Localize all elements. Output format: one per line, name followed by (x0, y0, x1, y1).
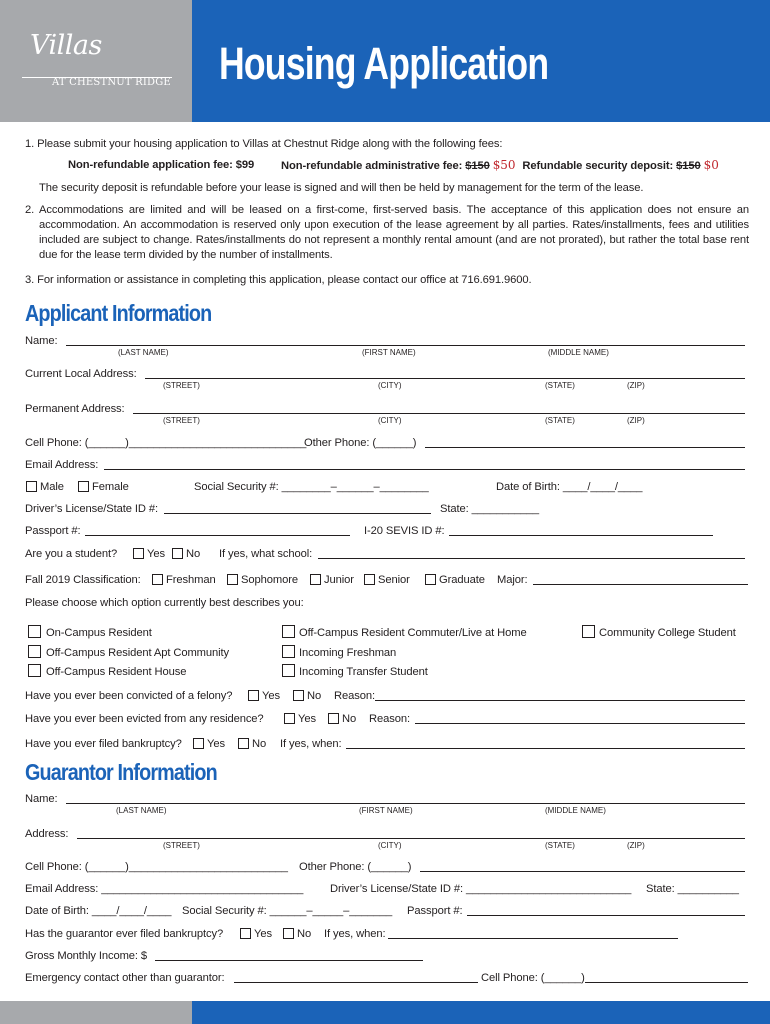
describe-label: Please choose which option currently best describes you: (25, 597, 304, 609)
major-field[interactable] (533, 584, 748, 585)
bankruptcy-yes-label: Yes (207, 738, 225, 750)
instruction-1-note: The security deposit is refundable before your lease is signed and will then be held by management for the term of the lease. (39, 182, 644, 194)
fee-admin-new: $50 (492, 158, 516, 172)
guarantor-dob[interactable]: Date of Birth: ____/____/____ (25, 905, 172, 917)
header-band (192, 0, 770, 122)
permanent-zip-caption: (ZIP) (627, 416, 645, 425)
evicted-reason-label: Reason: (369, 713, 410, 725)
applicant-cell-phone[interactable]: Cell Phone: (______)_____________________________ (25, 437, 307, 449)
applicant-passport-label: Passport #: (25, 525, 81, 537)
student-no-checkbox[interactable] (172, 548, 183, 559)
evicted-label: Have you ever been evicted from any residence? (25, 713, 264, 725)
felony-reason-label: Reason: (334, 690, 375, 702)
off-campus-house-label: Off-Campus Resident House (46, 666, 187, 678)
senior-checkbox[interactable] (364, 574, 375, 585)
logo-sub: AT CHESTNUT RIDGE (52, 77, 171, 88)
instruction-1: 1. Please submit your housing application to Villas at Chestnut Ridge along with the following fees: (25, 138, 503, 150)
applicant-email-label: Email Address: (25, 459, 99, 471)
community-college-checkbox[interactable] (582, 625, 595, 638)
applicant-name-field[interactable] (66, 345, 745, 346)
on-campus-label: On-Campus Resident (46, 627, 152, 639)
bankruptcy-no-checkbox[interactable] (238, 738, 249, 749)
junior-checkbox[interactable] (310, 574, 321, 585)
classification-label: Fall 2019 Classification: (25, 574, 141, 586)
guarantor-passport-field[interactable] (467, 915, 745, 916)
felony-yes-label: Yes (262, 690, 280, 702)
fee-admin-old: $150 (465, 160, 490, 172)
local-city-caption: (CITY) (378, 381, 402, 390)
freshman-label: Freshman (166, 574, 216, 586)
guarantor-other-phone-label: Other Phone: (______) (299, 861, 412, 873)
on-campus-checkbox[interactable] (28, 625, 41, 638)
guarantor-bankruptcy-when-field[interactable] (388, 938, 678, 939)
guarantor-other-phone-field[interactable] (420, 871, 745, 872)
off-campus-apt-label: Off-Campus Resident Apt Community (46, 647, 230, 659)
sophomore-checkbox[interactable] (227, 574, 238, 585)
felony-reason-field[interactable] (375, 700, 745, 701)
instruction-2: Accommodations are limited and will be leased on a first-come, first-served basis. The acceptance of this application does not ensure an accommodation. An accommodation is reserved only upon execution of the lease agreement by all parties. Rates/installments, fees and utilities included are subject to change. Rates/installments do not represent a monthly rental amount (and are not prorated), but rather the total base rent due for the lease term divided by the number of installments. (39, 204, 749, 261)
guarantor-zip-caption: (ZIP) (627, 841, 645, 850)
guarantor-name-label: Name: (25, 793, 58, 805)
applicant-ssn[interactable]: Social Security #: ________–______–________ (194, 481, 429, 493)
applicant-passport-field[interactable] (85, 535, 350, 536)
emergency-contact-label: Emergency contact other than guarantor: (25, 972, 225, 984)
community-college-label: Community College Student (599, 627, 736, 639)
permanent-state-caption: (STATE) (545, 416, 575, 425)
guarantor-income-field[interactable] (155, 960, 423, 961)
footer-blue-band (192, 1001, 770, 1024)
bankruptcy-when-field[interactable] (346, 748, 745, 749)
instruction-2-number: 2. (25, 204, 35, 216)
footer-gray-band (0, 1001, 192, 1024)
guarantor-name-field[interactable] (66, 803, 745, 804)
graduate-label: Graduate (439, 574, 485, 586)
local-street-caption: (STREET) (163, 381, 200, 390)
felony-yes-checkbox[interactable] (248, 690, 259, 701)
male-checkbox[interactable] (26, 481, 37, 492)
guarantor-last-name-caption: (LAST NAME) (116, 806, 167, 815)
guarantor-city-caption: (CITY) (378, 841, 402, 850)
applicant-email-field[interactable] (104, 469, 745, 470)
guarantor-bankruptcy-when-label: If yes, when: (324, 928, 386, 940)
local-address-field[interactable] (145, 378, 745, 379)
permanent-city-caption: (CITY) (378, 416, 402, 425)
i20-label: I-20 SEVIS ID #: (364, 525, 445, 537)
incoming-freshman-checkbox[interactable] (282, 645, 295, 658)
felony-no-label: No (307, 690, 322, 702)
evicted-yes-checkbox[interactable] (284, 713, 295, 724)
fee-administrative (281, 158, 719, 173)
felony-label: Have you ever been convicted of a felony? (25, 690, 233, 702)
commuter-label: Off-Campus Resident Commuter/Live at Home (299, 627, 527, 639)
incoming-transfer-checkbox[interactable] (282, 664, 295, 677)
fee-deposit-old: $150 (676, 160, 701, 172)
guarantor-address-label: Address: (25, 828, 69, 840)
local-address-label: Current Local Address: (25, 368, 137, 380)
guarantor-income-label: Gross Monthly Income: $ (25, 950, 148, 962)
applicant-first-name-caption: (FIRST NAME) (362, 348, 416, 357)
graduate-checkbox[interactable] (425, 574, 436, 585)
off-campus-house-checkbox[interactable] (28, 664, 41, 677)
evicted-no-checkbox[interactable] (328, 713, 339, 724)
emergency-cell-field[interactable] (585, 982, 748, 983)
freshman-checkbox[interactable] (152, 574, 163, 585)
senior-label: Senior (378, 574, 410, 586)
evicted-no-label: No (342, 713, 357, 725)
permanent-address-label: Permanent Address: (25, 403, 125, 415)
applicant-state[interactable]: State: ___________ (440, 503, 539, 515)
guarantor-street-caption: (STREET) (163, 841, 200, 850)
applicant-other-phone-field[interactable] (425, 447, 745, 448)
fee-deposit-new: $0 (703, 158, 719, 172)
student-no-label: No (186, 548, 201, 560)
emergency-contact-field[interactable] (234, 982, 478, 983)
guarantor-first-name-caption: (FIRST NAME) (359, 806, 413, 815)
applicant-license-field[interactable] (164, 513, 431, 514)
student-yes-checkbox[interactable] (133, 548, 144, 559)
school-label: If yes, what school: (219, 548, 313, 560)
guarantor-bankruptcy-label: Has the guarantor ever filed bankruptcy? (25, 928, 224, 940)
guarantor-bankruptcy-no-label: No (297, 928, 312, 940)
school-field[interactable] (318, 558, 745, 559)
guarantor-passport-label: Passport #: (407, 905, 463, 917)
bankruptcy-when-label: If yes, when: (280, 738, 342, 750)
guarantor-license[interactable]: Driver’s License/State ID #: ___________________________ (330, 883, 632, 895)
instruction-3: 3. For information or assistance in completing this application, please contact our office at 716.691.9600. (25, 274, 532, 286)
fee-admin-label: Non-refundable administrative fee: (281, 160, 466, 172)
major-label: Major: (497, 574, 528, 586)
sophomore-label: Sophomore (241, 574, 298, 586)
junior-label: Junior (324, 574, 354, 586)
bankruptcy-yes-checkbox[interactable] (193, 738, 204, 749)
guarantor-ssn[interactable]: Social Security #: ______–_____–_______ (182, 905, 393, 917)
guarantor-bankruptcy-no-checkbox[interactable] (283, 928, 294, 939)
fee-application: Non-refundable application fee: $99 (68, 159, 255, 171)
permanent-street-caption: (STREET) (163, 416, 200, 425)
incoming-transfer-label: Incoming Transfer Student (299, 666, 428, 678)
bankruptcy-no-label: No (252, 738, 267, 750)
female-checkbox[interactable] (78, 481, 89, 492)
male-label: Male (40, 481, 64, 493)
applicant-other-phone-label: Other Phone: (______) (304, 437, 417, 449)
i20-field[interactable] (449, 535, 713, 536)
guarantor-bankruptcy-yes-label: Yes (254, 928, 272, 940)
guarantor-state-caption: (STATE) (545, 841, 575, 850)
guarantor-heading: Guarantor Information (25, 759, 217, 785)
female-label: Female (92, 481, 129, 493)
applicant-dob[interactable]: Date of Birth: ____/____/____ (496, 481, 643, 493)
applicant-last-name-caption: (LAST NAME) (118, 348, 169, 357)
applicant-heading: Applicant Information (25, 300, 212, 326)
applicant-name-label: Name: (25, 335, 58, 347)
guarantor-cell-phone[interactable]: Cell Phone: (______)__________________________ (25, 861, 288, 873)
local-state-caption: (STATE) (545, 381, 575, 390)
guarantor-state[interactable]: State: __________ (646, 883, 739, 895)
guarantor-bankruptcy-yes-checkbox[interactable] (240, 928, 251, 939)
fee-deposit-label: Refundable security deposit: (522, 160, 677, 172)
logo-panel (0, 0, 192, 122)
evicted-reason-field[interactable] (415, 723, 745, 724)
off-campus-apt-checkbox[interactable] (28, 645, 41, 658)
commuter-checkbox[interactable] (282, 625, 295, 638)
bankruptcy-label: Have you ever filed bankruptcy? (25, 738, 182, 750)
evicted-yes-label: Yes (298, 713, 316, 725)
felony-no-checkbox[interactable] (293, 690, 304, 701)
emergency-cell-label: Cell Phone: (______) (481, 972, 585, 984)
page-title: Housing Application (219, 38, 549, 89)
applicant-middle-name-caption: (MIDDLE NAME) (548, 348, 609, 357)
logo-main: Villas (30, 30, 102, 61)
applicant-license-label: Driver’s License/State ID #: (25, 503, 158, 515)
guarantor-address-field[interactable] (77, 838, 745, 839)
incoming-freshman-label: Incoming Freshman (299, 647, 397, 659)
local-zip-caption: (ZIP) (627, 381, 645, 390)
student-yes-label: Yes (147, 548, 165, 560)
guarantor-middle-name-caption: (MIDDLE NAME) (545, 806, 606, 815)
guarantor-email[interactable]: Email Address: _________________________________ (25, 883, 304, 895)
permanent-address-field[interactable] (133, 413, 745, 414)
student-label: Are you a student? (25, 548, 118, 560)
